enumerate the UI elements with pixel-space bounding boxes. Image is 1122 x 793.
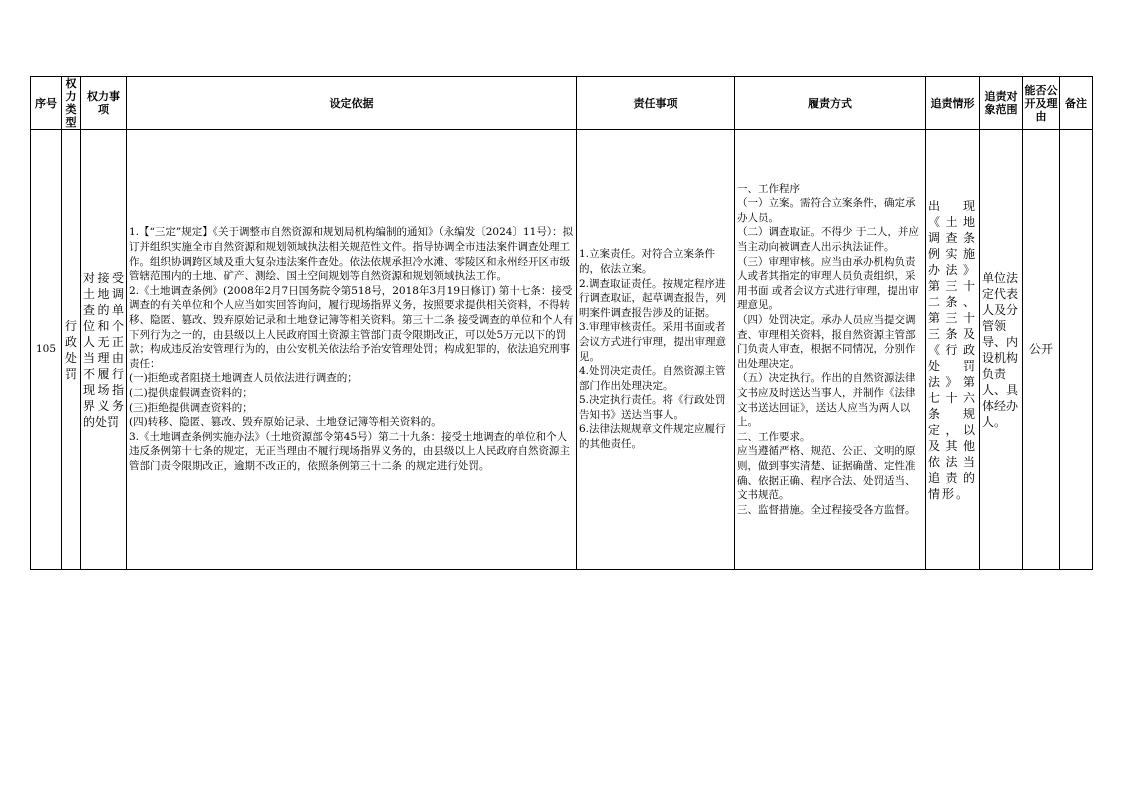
basis-paragraph: (三)拒绝提供调查资料的；: [129, 401, 253, 414]
method-item: （一）立案。需符合立案条件，确定承办人员。: [737, 197, 916, 224]
row-seq-text: 105: [35, 343, 57, 356]
duty-item: 3.审理审核责任。采用书面或者会议方式进行审理，提出审理意见。: [579, 321, 726, 363]
header-seq: 序号: [31, 77, 62, 130]
basis-paragraph: (四)转移、隐匿、篡改、毁弃原始记录、土地登记簿等相关资料的。: [129, 416, 442, 429]
duty-item: 5.决定执行责任。将《行政处罚告知书》送达当事人。: [579, 394, 726, 421]
row-item-cell: [81, 130, 127, 570]
basis-paragraph: 3.《土地调查条例实施办法》（土地资源部令第45号）第二十九条：接受土地调查的单位和个人违反条例第十七条的规定，无正当理由不履行现场指界义务的，由县级以上人民政府自然资源主管部门责令限期改正，逾期不改正的，依照条例第三十二条 的规定进行处罚。: [129, 430, 570, 472]
row-remark: [1060, 130, 1093, 570]
power-list-table: [30, 76, 1093, 570]
header-method: 履责方式: [735, 77, 926, 130]
row-public: 公开: [1028, 342, 1053, 357]
header-type: 权力类型: [62, 77, 81, 130]
row-scope-cell: [980, 130, 1023, 570]
table-row: [31, 130, 1093, 570]
header-remark: 备注: [1060, 77, 1093, 130]
basis-paragraph: 1.【“三定”规定】《关于调整市自然资源和规划局机构编制的通知》（永编发〔2024〕11号）：拟订并组织实施全市自然资源和规划领域执法相关规范性文件。指导协调全市违法案件调查处理工作。组织协调跨区域及重大复杂违法案件查处。依法依规承担冷水滩、零陵区和永州经开区市级管辖范围内的土地、矿产、测绘、国土空间规划等自然资源和规划领域执法工作。: [129, 226, 574, 283]
basis-paragraph: (二)提供虚假调查资料的；: [129, 386, 253, 399]
row-type-cell: [62, 130, 81, 570]
basis-paragraph: 2.《土地调查条例》(2008年2月7日国务院令第518号，2018年3月19日修订) 第十七条：接受调查的有关单位和个人应当如实回答询问，履行现场指界义务，按照要求提供相关资料，不得转移、隐匿、篡改、毁弃原始记录和土地登记簿等相关资料。第三十二条 接受调查的单位和个人有下列行为之一的，由县级以上人民政府国土资源主管部门责令限期改正，可以处5万元以下的罚款；构成违反治安管理行为的，由公安机关依法给予治安管理处罚；构成犯罪的，依法追究刑事责任：: [129, 284, 574, 370]
header-public: 能否公开及理由: [1023, 77, 1060, 130]
method-item: （二）调查取证。不得少 于二人，并应当主动向被调查人出示执法证件。: [737, 226, 919, 254]
row-basis: [127, 130, 577, 570]
method-item: 应当遵循严格、规范、公正、文明的原则，做到事实清楚、证据确凿、定性准确、依据正确、程序合法、处罚适当、文书规范。: [737, 445, 916, 502]
method-item: 二、工作要求。: [737, 430, 811, 443]
header-row: [31, 77, 1093, 130]
row-public-cell: [1023, 130, 1060, 570]
row-seq: [31, 130, 62, 570]
row-situation-cell: [926, 130, 980, 570]
header-scope: 追责对象范围: [980, 77, 1023, 130]
method-item: （四）处罚决定。承办人员应当提交调查、审理相关资料，报自然资源主管部门负责人审查，根据不同情况，分别作出处理决定。: [737, 314, 916, 370]
header-basis: 设定依据: [127, 77, 577, 130]
header-situation: 追责情形: [926, 77, 980, 130]
duty-item: 4.处罚决定责任。自然资源主管部门作出处理决定。: [579, 365, 726, 392]
row-scope: 单位法定代表人及分管领导、内设机构负责人、具体经办人。: [982, 270, 1019, 429]
row-duty: [577, 130, 735, 570]
row-situation: 出现《土地调查条例实施办法》第三十二条、第三十三条及《行政处罚法》第七十六条规定，以及其他依法当追责的情形。: [928, 198, 977, 501]
method-item: （三）审理审核。应当由承办机构负责人或者其指定的审理人员负责组织，采用书面 或者会议方式进行审理，提出审理意见。: [737, 255, 919, 312]
method-item: 一、工作程序: [737, 182, 800, 195]
duty-item: 6.法律法规规章文件规定应履行的其他责任。: [579, 423, 726, 451]
row-type: 行政处罚: [64, 318, 77, 381]
row-method: [735, 130, 926, 570]
header-item: 权力事项: [81, 77, 127, 130]
row-item: 对接受土地调查的单位和个人无正当理由不履行现场指界义务的处罚: [83, 270, 124, 429]
basis-paragraph: (一)拒绝或者阻挠土地调查人员依法进行调查的；: [129, 372, 358, 385]
duty-item: 2.调查取证责任。按规定程序进行调查取证，起草调查报告，列明案件调查报告涉及的证据。: [579, 277, 726, 319]
method-item: （五）决定执行。作出的自然资源法律文书应及时送达当事人，并制作《法律文书送达回证》，送达人应当为两人以上。: [737, 372, 916, 429]
duty-item: 1.立案责任。对符合立案条件的，依法立案。: [579, 248, 716, 275]
method-item: 三、监督措施。全过程接受各方监督。: [737, 503, 916, 516]
header-duty: 责任事项: [577, 77, 735, 130]
